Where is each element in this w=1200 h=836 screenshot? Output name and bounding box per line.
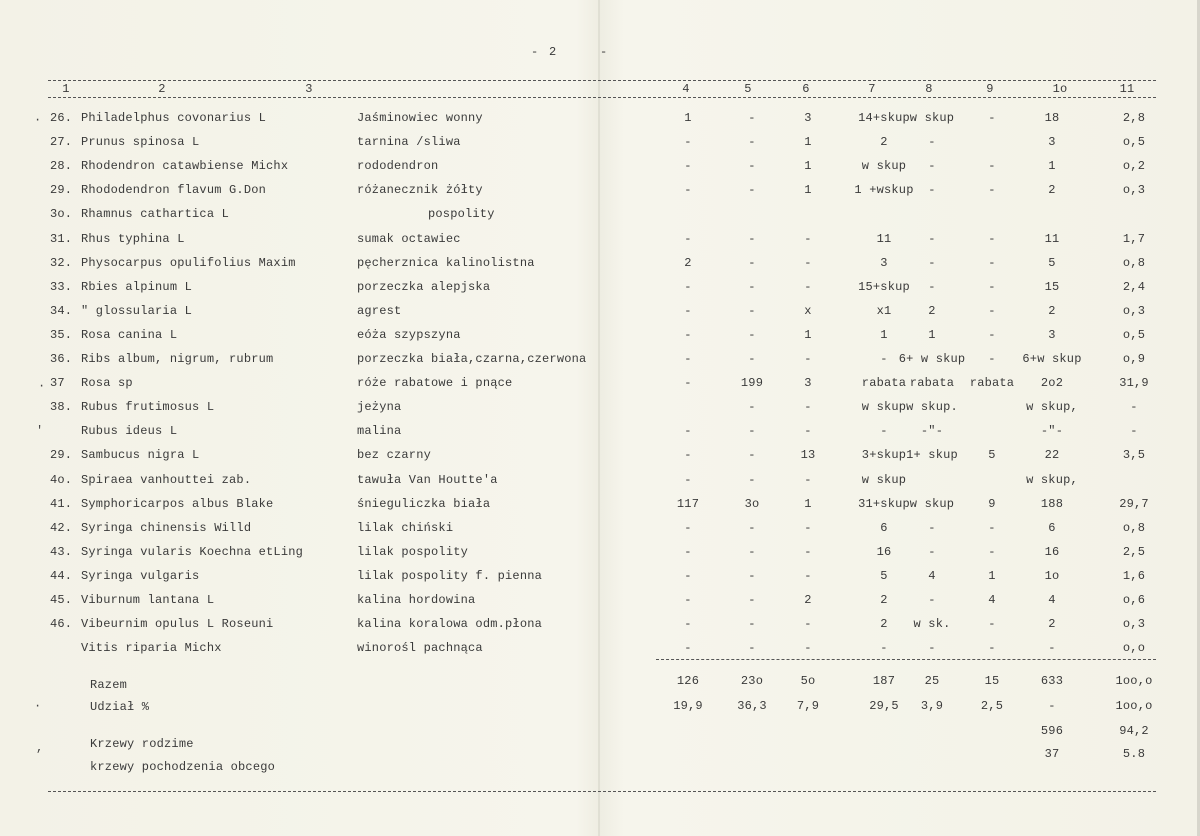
cell-c4: -	[684, 231, 692, 246]
summary-cell-c6: 5o	[800, 674, 816, 688]
cell-c9: -	[988, 617, 996, 632]
cell-c7: 11	[876, 231, 892, 246]
cell-c9: -	[988, 327, 996, 342]
cell-c10: 2	[1048, 303, 1056, 318]
row-number: 29.	[50, 448, 73, 463]
margin-mark: ·	[34, 699, 42, 713]
cell-c6: -	[804, 400, 812, 415]
latin-name: Spiraea vanhouttei zab.	[81, 472, 252, 487]
row-number: 37	[50, 376, 65, 391]
summary-cell-c5: 36,3	[737, 699, 767, 713]
latin-name: " glossularia L	[81, 303, 193, 318]
polish-name: pospolity	[428, 207, 495, 222]
latin-name: Rubus ideus L	[81, 424, 178, 439]
cell-c8: w sk.	[913, 617, 951, 632]
cell-c10: 5	[1048, 255, 1056, 270]
summary-cell-c8: 25	[924, 674, 940, 688]
row-number: 35.	[50, 327, 73, 342]
cell-c9: rabata	[969, 376, 1015, 391]
cell-c7: w skup	[861, 472, 907, 487]
cell-c4: -	[684, 352, 692, 366]
polish-name: kalina hordowina	[357, 593, 476, 607]
cell-c8: 1+ skup	[906, 448, 958, 463]
polish-name: Jaśminowiec wonny	[357, 111, 483, 125]
row-number: 31.	[50, 231, 73, 246]
cell-c9: 5	[988, 448, 996, 463]
polish-name: tarnina /sliwa	[357, 135, 461, 150]
cell-c11: 3,5	[1122, 448, 1146, 463]
cell-c5: -	[748, 424, 756, 439]
cell-c11: 2,4	[1122, 279, 1146, 294]
summary-label: Krzewy rodzime	[90, 737, 194, 751]
cell-c9: -	[988, 520, 996, 535]
cell-c9: -	[988, 111, 996, 125]
latin-name: Rhodendron catawbiense Michx	[81, 159, 289, 174]
cell-c7: 16	[876, 544, 892, 559]
cell-c11: o,9	[1122, 352, 1146, 366]
summary-cell-c11: 1oo,o	[1115, 674, 1153, 688]
column-number-10: 1o	[1052, 82, 1068, 96]
polish-name: eóża szypszyna	[357, 327, 461, 342]
cell-c7: w skup	[861, 159, 907, 174]
cell-c7: 1 +wskup	[854, 183, 914, 198]
latin-name: Syringa vularis Koechna etLing	[81, 544, 304, 559]
cell-c10: 3	[1048, 135, 1056, 150]
cell-c5: -	[748, 255, 756, 270]
cell-c8: -	[928, 544, 936, 559]
cell-c6: -	[804, 255, 812, 270]
cell-c10: 2	[1048, 183, 1056, 198]
summary-cell-c10: 37	[1044, 747, 1060, 761]
cell-c9: 1	[988, 568, 996, 583]
page-number-value: 2	[549, 45, 558, 59]
cell-c6: 1	[804, 159, 812, 174]
cell-c8: w skup	[909, 111, 955, 125]
cell-c8: -	[928, 279, 936, 294]
polish-name: agrest	[357, 303, 402, 318]
cell-c10: 11	[1044, 231, 1060, 246]
cell-c9: 4	[988, 593, 996, 607]
column-number-1: 1	[62, 82, 70, 96]
cell-c11: o,5	[1122, 327, 1146, 342]
cell-c4: -	[684, 327, 692, 342]
cell-c4: -	[684, 593, 692, 607]
row-number: 43.	[50, 544, 73, 559]
margin-mark: '	[36, 424, 44, 438]
summary-cell-c4: 19,9	[673, 699, 703, 713]
row-number: 33.	[50, 279, 73, 294]
cell-c7: 31+skup	[858, 496, 910, 511]
cell-c6: -	[804, 520, 812, 535]
cell-c4: -	[684, 448, 692, 463]
cell-c8: -	[928, 255, 936, 270]
cell-c5: -	[748, 544, 756, 559]
cell-c6: -	[804, 424, 812, 439]
cell-c4: -	[684, 520, 692, 535]
cell-c8: -	[928, 641, 936, 656]
cell-c4: -	[684, 159, 692, 174]
latin-name: Rosa sp	[81, 376, 133, 391]
cell-c10: 188	[1040, 496, 1064, 511]
row-number: 38.	[50, 400, 73, 415]
cell-c7: 15+skup	[858, 279, 910, 294]
row-number: 41.	[50, 496, 73, 511]
cell-c5: -	[748, 135, 756, 150]
cell-c4: -	[684, 183, 692, 198]
cell-c4: 1	[684, 111, 692, 125]
cell-c7: 14+skup	[858, 111, 910, 125]
summary-cell-c11: 5.8	[1122, 747, 1146, 761]
cell-c11: o,8	[1122, 255, 1146, 270]
cell-c10: w skup,	[1026, 400, 1078, 415]
cell-c8: 4	[928, 568, 936, 583]
summary-cell-c10: 633	[1040, 674, 1064, 688]
row-number: 4o.	[50, 472, 73, 487]
row-number: 29.	[50, 183, 73, 198]
sum-rule	[656, 659, 1156, 660]
latin-name: Vibeurnim opulus L Roseuni	[81, 617, 274, 632]
summary-cell-c10: -	[1048, 699, 1056, 713]
column-number-6: 6	[802, 82, 810, 96]
cell-c4: -	[684, 617, 692, 632]
cell-c5: -	[748, 231, 756, 246]
cell-c6: 3	[804, 376, 812, 391]
column-number-3: 3	[305, 82, 313, 96]
cell-c7: -	[880, 352, 888, 366]
cell-c8: -	[928, 183, 936, 198]
row-number: 42.	[50, 520, 73, 535]
summary-cell-c6: 7,9	[796, 699, 820, 713]
cell-c7: 6	[880, 520, 888, 535]
cell-c10: 15	[1044, 279, 1060, 294]
cell-c7: 3	[880, 255, 888, 270]
cell-c5: -	[748, 327, 756, 342]
cell-c9: -	[988, 352, 996, 366]
cell-c5: -	[748, 472, 756, 487]
latin-name: Sambucus nigra L	[81, 448, 200, 463]
column-number-7: 7	[868, 82, 876, 96]
latin-name: Philadelphus coᴠonarius L	[81, 111, 267, 125]
cell-c11: o,o	[1122, 641, 1146, 656]
cell-c4: -	[684, 135, 692, 150]
header-rule-top	[48, 80, 1156, 81]
latin-name: Viburnum lantana L	[81, 593, 215, 607]
polish-name: jeżyna	[357, 400, 402, 415]
summary-cell-c4: 126	[676, 674, 700, 688]
polish-name: winorośl pachnąca	[357, 641, 483, 656]
latin-name: Ribs album, nigrum, rubrum	[81, 352, 274, 366]
cell-c5: -	[748, 448, 756, 463]
cell-c8: -	[928, 520, 936, 535]
cell-c4: 117	[676, 496, 700, 511]
latin-name: Rhus typhina L	[81, 231, 185, 246]
cell-c5: -	[748, 400, 756, 415]
polish-name: rododendron	[357, 159, 439, 174]
latin-name: Syringa vulgaris	[81, 568, 200, 583]
column-number-2: 2	[158, 82, 166, 96]
cell-c7: -	[880, 641, 888, 656]
summary-label: krzewy pochodzenia obcego	[90, 760, 276, 774]
polish-name: różanecznik żółty	[357, 183, 483, 198]
row-number: 45.	[50, 593, 73, 607]
latin-name: Symphoricarpos albus Blake	[81, 496, 274, 511]
summary-label: Udział %	[90, 700, 150, 714]
row-number: 27.	[50, 135, 73, 150]
cell-c6: 13	[800, 448, 816, 463]
header-rule-bottom	[48, 97, 1156, 98]
cell-c9: -	[988, 303, 996, 318]
row-number: 34.	[50, 303, 73, 318]
summary-cell-c8: 3,9	[920, 699, 944, 713]
cell-c6: x	[804, 303, 812, 318]
cell-c5: -	[748, 352, 756, 366]
cell-c11: 1,7	[1122, 231, 1146, 246]
row-number: 36.	[50, 352, 73, 366]
cell-c10: 2o2	[1040, 376, 1064, 391]
cell-c9: -	[988, 641, 996, 656]
cell-c6: 2	[804, 593, 812, 607]
cell-c9: -	[988, 255, 996, 270]
cell-c8: -	[928, 231, 936, 246]
cell-c10: 1o	[1044, 568, 1060, 583]
cell-c11: o,2	[1122, 159, 1146, 174]
cell-c5: -	[748, 641, 756, 656]
cell-c10: 1	[1048, 159, 1056, 174]
cell-c9: -	[988, 231, 996, 246]
cell-c9: -	[988, 544, 996, 559]
cell-c4: -	[684, 641, 692, 656]
cell-c8: 2	[928, 303, 936, 318]
cell-c6: -	[804, 544, 812, 559]
cell-c11: 29,7	[1119, 496, 1149, 511]
cell-c7: 1	[880, 327, 888, 342]
cell-c6: -	[804, 641, 812, 656]
cell-c8: w skup	[909, 496, 955, 511]
cell-c10: -	[1048, 641, 1056, 656]
cell-c11: o,3	[1122, 617, 1146, 632]
cell-c6: 1	[804, 135, 812, 150]
column-number-5: 5	[744, 82, 752, 96]
latin-name: Rubus frutimosus L	[81, 400, 215, 415]
margin-mark: ,	[36, 741, 44, 755]
polish-name: porzeczka alepjska	[357, 279, 491, 294]
row-number: 28.	[50, 159, 73, 174]
cell-c5: -	[748, 520, 756, 535]
cell-c6: -	[804, 568, 812, 583]
cell-c7: 3+skup	[861, 448, 907, 463]
cell-c8: rabata	[909, 376, 955, 391]
cell-c7: x1	[876, 303, 892, 318]
cell-c8: 1	[928, 327, 936, 342]
cell-c4: -	[684, 544, 692, 559]
column-number-4: 4	[682, 82, 690, 96]
cell-c5: -	[748, 568, 756, 583]
summary-cell-c9: 2,5	[980, 699, 1004, 713]
page-number-right-dash: -	[600, 45, 609, 59]
cell-c6: -	[804, 617, 812, 632]
column-number-9: 9	[986, 82, 994, 96]
polish-name: bez czarny	[357, 448, 432, 463]
column-number-8: 8	[925, 82, 933, 96]
row-number: 44.	[50, 568, 73, 583]
cell-c6: -	[804, 231, 812, 246]
cell-c8: -	[928, 593, 936, 607]
summary-cell-c10: 596	[1040, 724, 1064, 738]
cell-c7: -	[880, 424, 888, 439]
cell-c9: 9	[988, 496, 996, 511]
cell-c9: -	[988, 183, 996, 198]
polish-name: malina	[357, 424, 402, 439]
cell-c6: 3	[804, 111, 812, 125]
summary-label: Razem	[90, 678, 128, 692]
latin-name: Rhamnus cathartica L	[81, 207, 230, 222]
cell-c11: 2,8	[1122, 111, 1146, 125]
latin-name: Prunus spinosa L	[81, 135, 200, 150]
cell-c11: o,6	[1122, 593, 1146, 607]
footer-rule	[48, 791, 1156, 792]
polish-name: porzeczka biała,czarna,czerwona	[357, 352, 587, 366]
summary-cell-c7: 29,5	[869, 699, 899, 713]
cell-c4: -	[684, 424, 692, 439]
cell-c6: 1	[804, 496, 812, 511]
summary-cell-c7: 187	[872, 674, 896, 688]
cell-c6: -	[804, 472, 812, 487]
polish-name: kalina koralowa odm.płona	[357, 617, 543, 632]
cell-c10: -"-	[1040, 424, 1064, 439]
cell-c6: -	[804, 279, 812, 294]
cell-c5: -	[748, 617, 756, 632]
cell-c11: 2,5	[1122, 544, 1146, 559]
polish-name: lilak pospolity	[357, 544, 469, 559]
cell-c9: -	[988, 159, 996, 174]
cell-c7: 2	[880, 593, 888, 607]
row-number: 3o.	[50, 207, 73, 222]
polish-name: lilak pospolity f. pienna	[357, 568, 543, 583]
cell-c10: 6	[1048, 520, 1056, 535]
cell-c4: 2	[684, 255, 692, 270]
cell-c8: -	[928, 135, 936, 150]
cell-c8: -"-	[920, 424, 944, 439]
latin-name: Rosa canina L	[81, 327, 178, 342]
page-number-left-dash: -	[531, 45, 540, 59]
cell-c11: -	[1130, 400, 1138, 415]
cell-c10: 22	[1044, 448, 1060, 463]
row-number: 32.	[50, 255, 73, 270]
cell-c6: -	[804, 352, 812, 366]
cell-c4: -	[684, 568, 692, 583]
cell-c11: o,3	[1122, 303, 1146, 318]
cell-c11: 31,9	[1119, 376, 1149, 391]
cell-c5: -	[748, 111, 756, 125]
row-number: 26.	[50, 111, 73, 125]
polish-name: róże rabatowe i pnące	[357, 376, 513, 391]
cell-c6: 1	[804, 183, 812, 198]
cell-c10: 6+w skup	[1022, 352, 1082, 366]
summary-cell-c5: 23o	[740, 674, 764, 688]
summary-cell-c11: 1oo,o	[1115, 699, 1153, 713]
cell-c11: o,3	[1122, 183, 1146, 198]
cell-c5: -	[748, 159, 756, 174]
cell-c8: -	[928, 159, 936, 174]
cell-c5: 199	[740, 376, 764, 391]
cell-c4: -	[684, 303, 692, 318]
polish-name: śnieguliczka biała	[357, 496, 491, 511]
cell-c7: 5	[880, 568, 888, 583]
margin-mark: ·	[34, 113, 42, 127]
cell-c7: 2	[880, 135, 888, 150]
cell-c11: -	[1130, 424, 1138, 439]
cell-c10: 18	[1044, 111, 1060, 125]
cell-c6: 1	[804, 327, 812, 342]
cell-c11: o,5	[1122, 135, 1146, 150]
cell-c5: 3o	[744, 496, 760, 511]
column-number-11: 11	[1119, 82, 1135, 96]
cell-c10: w skup,	[1026, 472, 1078, 487]
latin-name: Physocarpus opulifolius Maxim	[81, 255, 296, 270]
cell-c5: -	[748, 593, 756, 607]
cell-c8: 6+ w skup	[898, 352, 966, 366]
latin-name: Rbies alpinum L	[81, 279, 193, 294]
cell-c11: 1,6	[1122, 568, 1146, 583]
cell-c5: -	[748, 279, 756, 294]
page-fold	[598, 0, 600, 836]
latin-name: Rhododendron flavum G.Don	[81, 183, 267, 198]
cell-c8: w skup.	[906, 400, 958, 415]
polish-name: pęcherznica kalinolistna	[357, 255, 535, 270]
cell-c4: -	[684, 376, 692, 391]
row-number: 46.	[50, 617, 73, 632]
cell-c4: -	[684, 472, 692, 487]
cell-c10: 16	[1044, 544, 1060, 559]
polish-name: sumak octawiec	[357, 231, 461, 246]
cell-c5: -	[748, 303, 756, 318]
cell-c5: -	[748, 183, 756, 198]
summary-cell-c11: 94,2	[1119, 724, 1149, 738]
polish-name: tawuła Van Houtte'a	[357, 472, 498, 487]
latin-name: Syringa chinensis Willd	[81, 520, 252, 535]
polish-name: lilak chiński	[357, 520, 454, 535]
cell-c7: rabata	[861, 376, 907, 391]
cell-c10: 3	[1048, 327, 1056, 342]
cell-c4: -	[684, 279, 692, 294]
cell-c7: 2	[880, 617, 888, 632]
cell-c7: w skup	[861, 400, 907, 415]
cell-c10: 4	[1048, 593, 1056, 607]
cell-c9: -	[988, 279, 996, 294]
latin-name: Vitis riparia Michx	[81, 641, 222, 656]
margin-mark: ·	[38, 379, 46, 393]
summary-cell-c9: 15	[984, 674, 1000, 688]
cell-c11: o,8	[1122, 520, 1146, 535]
cell-c10: 2	[1048, 617, 1056, 632]
